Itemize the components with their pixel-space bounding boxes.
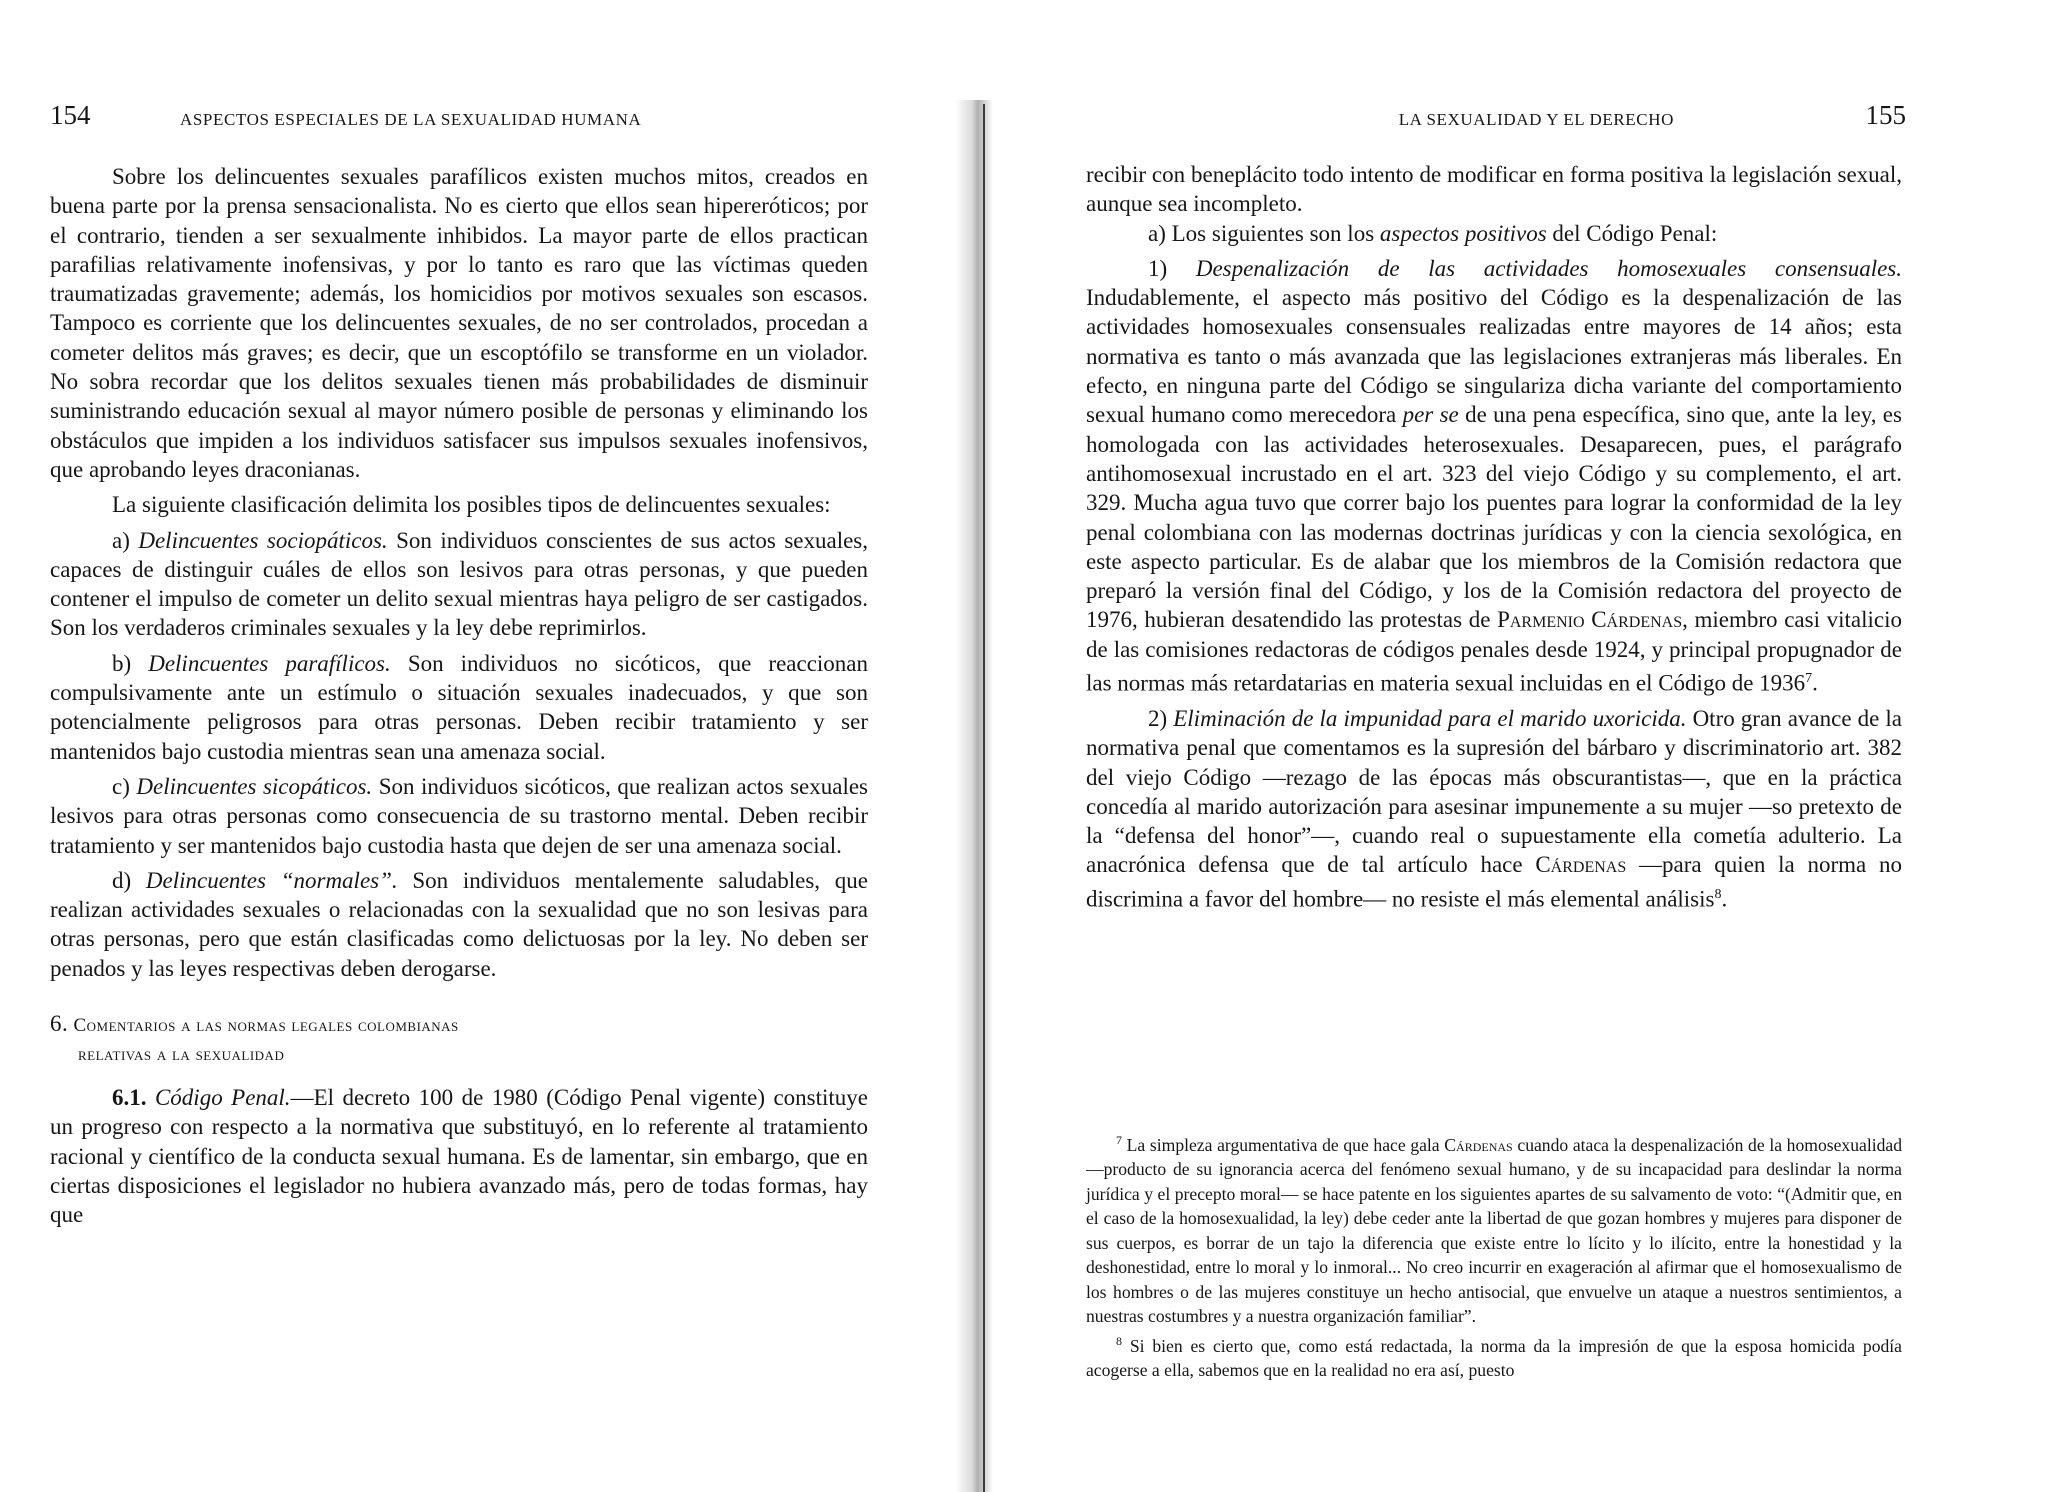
right-running-head — [1078, 100, 1906, 136]
author-name: Cárdenas — [1535, 852, 1627, 878]
running-head-title: LA SEXUALIDAD Y EL DERECHO — [1398, 110, 1674, 129]
list-item-term: Despenalización de las actividades homosexuales consensuales. — [1195, 255, 1902, 281]
list-item-term: Delincuentes parafílicos. — [148, 650, 391, 676]
left-page — [0, 0, 980, 1492]
footnote-7 — [1086, 1128, 1902, 1329]
running-head-title: ASPECTOS ESPECIALES DE LA SEXUALIDAD HUMANA — [180, 110, 642, 129]
list-item-text: Son individuos conscientes de sus actos sexuales, capaces de distinguir cuáles de ellos son lesivos para otras personas, y que pueden contener el impulso de cometer un delito sexual mientras haya peligro de ser castigados. Son los verdaderos criminales sexuales y la ley debe reprimirlos. — [50, 527, 868, 641]
list-item-text: Otro gran avance de la normativa penal que comentamos es la supresión del bárbaro y discriminatorio art. 382 del viejo Código —rezago de las épocas más obscurantistas—, que en la práctica concedía al marido autorización para asesinar impunemente a su mujer —so pretexto de la “defensa del honor”—, cuando real o supuestamente ella cometía adulterio. La anacrónica defensa que de tal artículo hace — [1086, 706, 1902, 878]
subsection-text: —El decreto 100 de 1980 (Código Penal vigente) constituye un progreso con respecto a la normativa que substituyó, en lo referente al tratamiento racional y científico de la conducta sexual humana. Es de lamentar, sin embargo, que en ciertas disposiciones el legislador no hubiera avanzado más, pero de todas formas, hay que — [50, 1085, 868, 1228]
author-name: Cárdenas — [1444, 1134, 1513, 1155]
section-heading — [50, 1009, 868, 1069]
list-item-term: Delincuentes sociopáticos. — [138, 527, 388, 553]
left-body-text — [50, 162, 868, 1230]
page-number: 155 — [1865, 100, 1906, 130]
list-item-label: 1) — [1148, 255, 1196, 281]
list-item-text: Indudablemente, el aspecto más positivo del Código es la despenalización de las actividades homosexuales consensuales realizadas entre mayores de 14 años; esta normativa es tanto o más avanzada que las legislaciones extranjeras más liberales. En efecto, en ninguna parte del Código se singulariza dicha variante del comportamiento sexual humano como merecedora — [1086, 285, 1902, 428]
list-item — [50, 772, 868, 860]
text-run: del Código Penal: — [1546, 220, 1718, 246]
footnote-number: 8 — [1116, 1333, 1122, 1348]
footnote-8 — [1086, 1329, 1902, 1383]
list-item-text: , miembro casi vitalicio de las comisiones redactoras de códigos penales desde 1924, y principal propugnador de las normas más retardatarias en materia sexual incluidas en el Código de 1936 — [1086, 607, 1903, 696]
footnote-text: cuando ataca la despenalización de la homosexualidad —producto de su ignorancia acerca del fenómeno sexual humano, y de su incapacidad para deslindar la norma jurídica y el precepto moral— se hace patente en los siguientes apartes de su salvamento de voto: “(Admitir que, en el caso de la homosexualidad, la ley) debe ceder ante la libertad de que gozan hombres y mujeres para disponer de sus cuerpos, es borrar de un tajo la diferencia que existe entre lo lícito y lo ilícito, entre la honestidad y la deshonestidad, entre lo moral y lo inmoral... No creo incurrir en exageración al afirmar que el homosexualismo de los hombres o de las mujeres constituye un hecho antisocial, que envuelve un ataque a nuestros sentimientos, a nuestras costumbres y a nuestra organización familiar”. — [1086, 1134, 1902, 1327]
footnote-number: 7 — [1116, 1133, 1122, 1147]
list-item — [50, 649, 868, 766]
list-item-term: Eliminación de la impunidad para el marido uxoricida. — [1173, 706, 1687, 731]
right-page — [980, 0, 2048, 1492]
author-name: Parmenio Cárdenas — [1497, 607, 1683, 633]
text-run: a) Los siguientes son los — [1148, 220, 1380, 246]
section-number: 6. — [50, 1011, 69, 1037]
emphasis: aspectos positivos — [1379, 220, 1547, 246]
list-item-term: Delincuentes “normales”. — [145, 867, 398, 893]
list-item-label: c) — [112, 773, 137, 799]
footnotes — [1086, 1128, 1902, 1383]
list-item-text: —para quien la norma no discrimina a favor del hombre— no resiste el más elemental análisis — [1086, 852, 1902, 912]
left-running-head — [50, 100, 880, 136]
footnote-text: Si bien es cierto que, como está redactada, la norma da la impresión de que la esposa homicida podía acogerse a ella, sabemos que en la realidad no era así, puesto — [1086, 1335, 1902, 1381]
list-item-term: Delincuentes sicopáticos. — [136, 773, 373, 799]
list-item-text: Son individuos sicóticos, que realizan actos sexuales lesivos para otras personas como consecuencia de su trastorno mental. Deben recibir tratamiento y ser mantenidos bajo custodia hasta que dejen de ser una amenaza social. — [50, 773, 868, 858]
page-number: 154 — [50, 100, 91, 130]
punctuation: . — [1721, 886, 1728, 912]
list-item-label: d) — [112, 867, 146, 893]
subsection-title: Código Penal. — [154, 1085, 291, 1111]
section-title-line-1: Comentarios a las normas legales colombianas — [73, 1015, 459, 1037]
right-body-text — [1086, 160, 1902, 914]
list-item — [1086, 254, 1902, 698]
list-item-text: de una pena específica, sino que, ante la ley, es homologada con las actividades heterosexuales. Desaparecen, pues, el parágrafo antihomosexual incrustado en el art. 323 del viejo Código y su complemento, el art. 329. Mucha agua tuvo que correr bajo los puentes para lograr la conformidad de la ley penal colombiana con las modernas doctrinas jurídicas y con la ciencia sexológica, en este aspecto particular. Es de alabar que los miembros de la Comisión redactora que preparó la versión final del Código, y los de la Comisión redactora del proyecto de 1976, hubieran desatendido las protestas de — [1086, 402, 1902, 633]
punctuation: . — [1812, 670, 1818, 696]
paragraph: recibir con beneplácito todo intento de modificar en forma positiva la legislación sexual, aunque sea incompleto. — [1086, 162, 1902, 217]
list-item-text: Son individuos mentalemente saludables, que realizan actividades sexuales o relacionadas con la sexualidad que no son lesivas para otras personas, pero que están clasificadas como delictuosas por la ley. No deben ser penados y las leyes respectivas deben derogarse. — [50, 867, 868, 981]
list-item-text: Son individuos no sicóticos, que reaccionan compulsivamente ante un estímulo o situación sexuales inadecuados, y que son potencialmente peligrosos para otras personas. Deben recibir tratamiento y ser mantenidos bajo custodia mientras sean una amenaza social. — [50, 650, 868, 764]
footnote-ref: 7 — [1805, 671, 1813, 687]
footnote-text: La simpleza argumentativa de que hace gala — [1122, 1134, 1445, 1155]
paragraph — [1086, 219, 1902, 248]
footnote-ref: 8 — [1714, 886, 1722, 902]
list-item-label: b) — [112, 650, 149, 676]
section-title-line-2: relativas a la sexualidad — [78, 1044, 285, 1066]
list-item — [50, 526, 868, 643]
list-item-label: a) — [112, 527, 139, 553]
emphasis: per se — [1402, 402, 1459, 428]
subsection-number: 6.1. — [112, 1085, 147, 1111]
list-item — [50, 866, 868, 983]
list-item-label: 2) — [1148, 706, 1174, 731]
list-item — [1086, 704, 1902, 914]
paragraph: Sobre los delincuentes sexuales parafílicos existen muchos mitos, creados en buena parte por la prensa sensacionalista. No es cierto que ellos sean hipereróticos; por el contrario, tienden a ser sexualmente inhibidos. La mayor parte de ellos practican parafilias relativamente inofensivas, y por lo tanto es raro que las víctimas queden traumatizadas gravemente; además, los homicidios por motivos sexuales son escasos. Tampoco es corriente que los delincuentes sexuales, de no ser controlados, procedan a cometer delitos más graves; es decir, que un escoptófilo se transforme en un violador. No sobra recordar que los delitos sexuales tienen más probabilidades de disminuir suministrando educación sexual al mayor número posible de personas y eliminando los obstáculos que impiden a los individuos satisfacer sus impulsos sexuales inofensivos, que aprobando leyes draconianas. — [50, 164, 868, 482]
paragraph: La siguiente clasificación delimita los posibles tipos de delincuentes sexuales: — [112, 492, 831, 518]
subsection-paragraph — [50, 1083, 868, 1229]
